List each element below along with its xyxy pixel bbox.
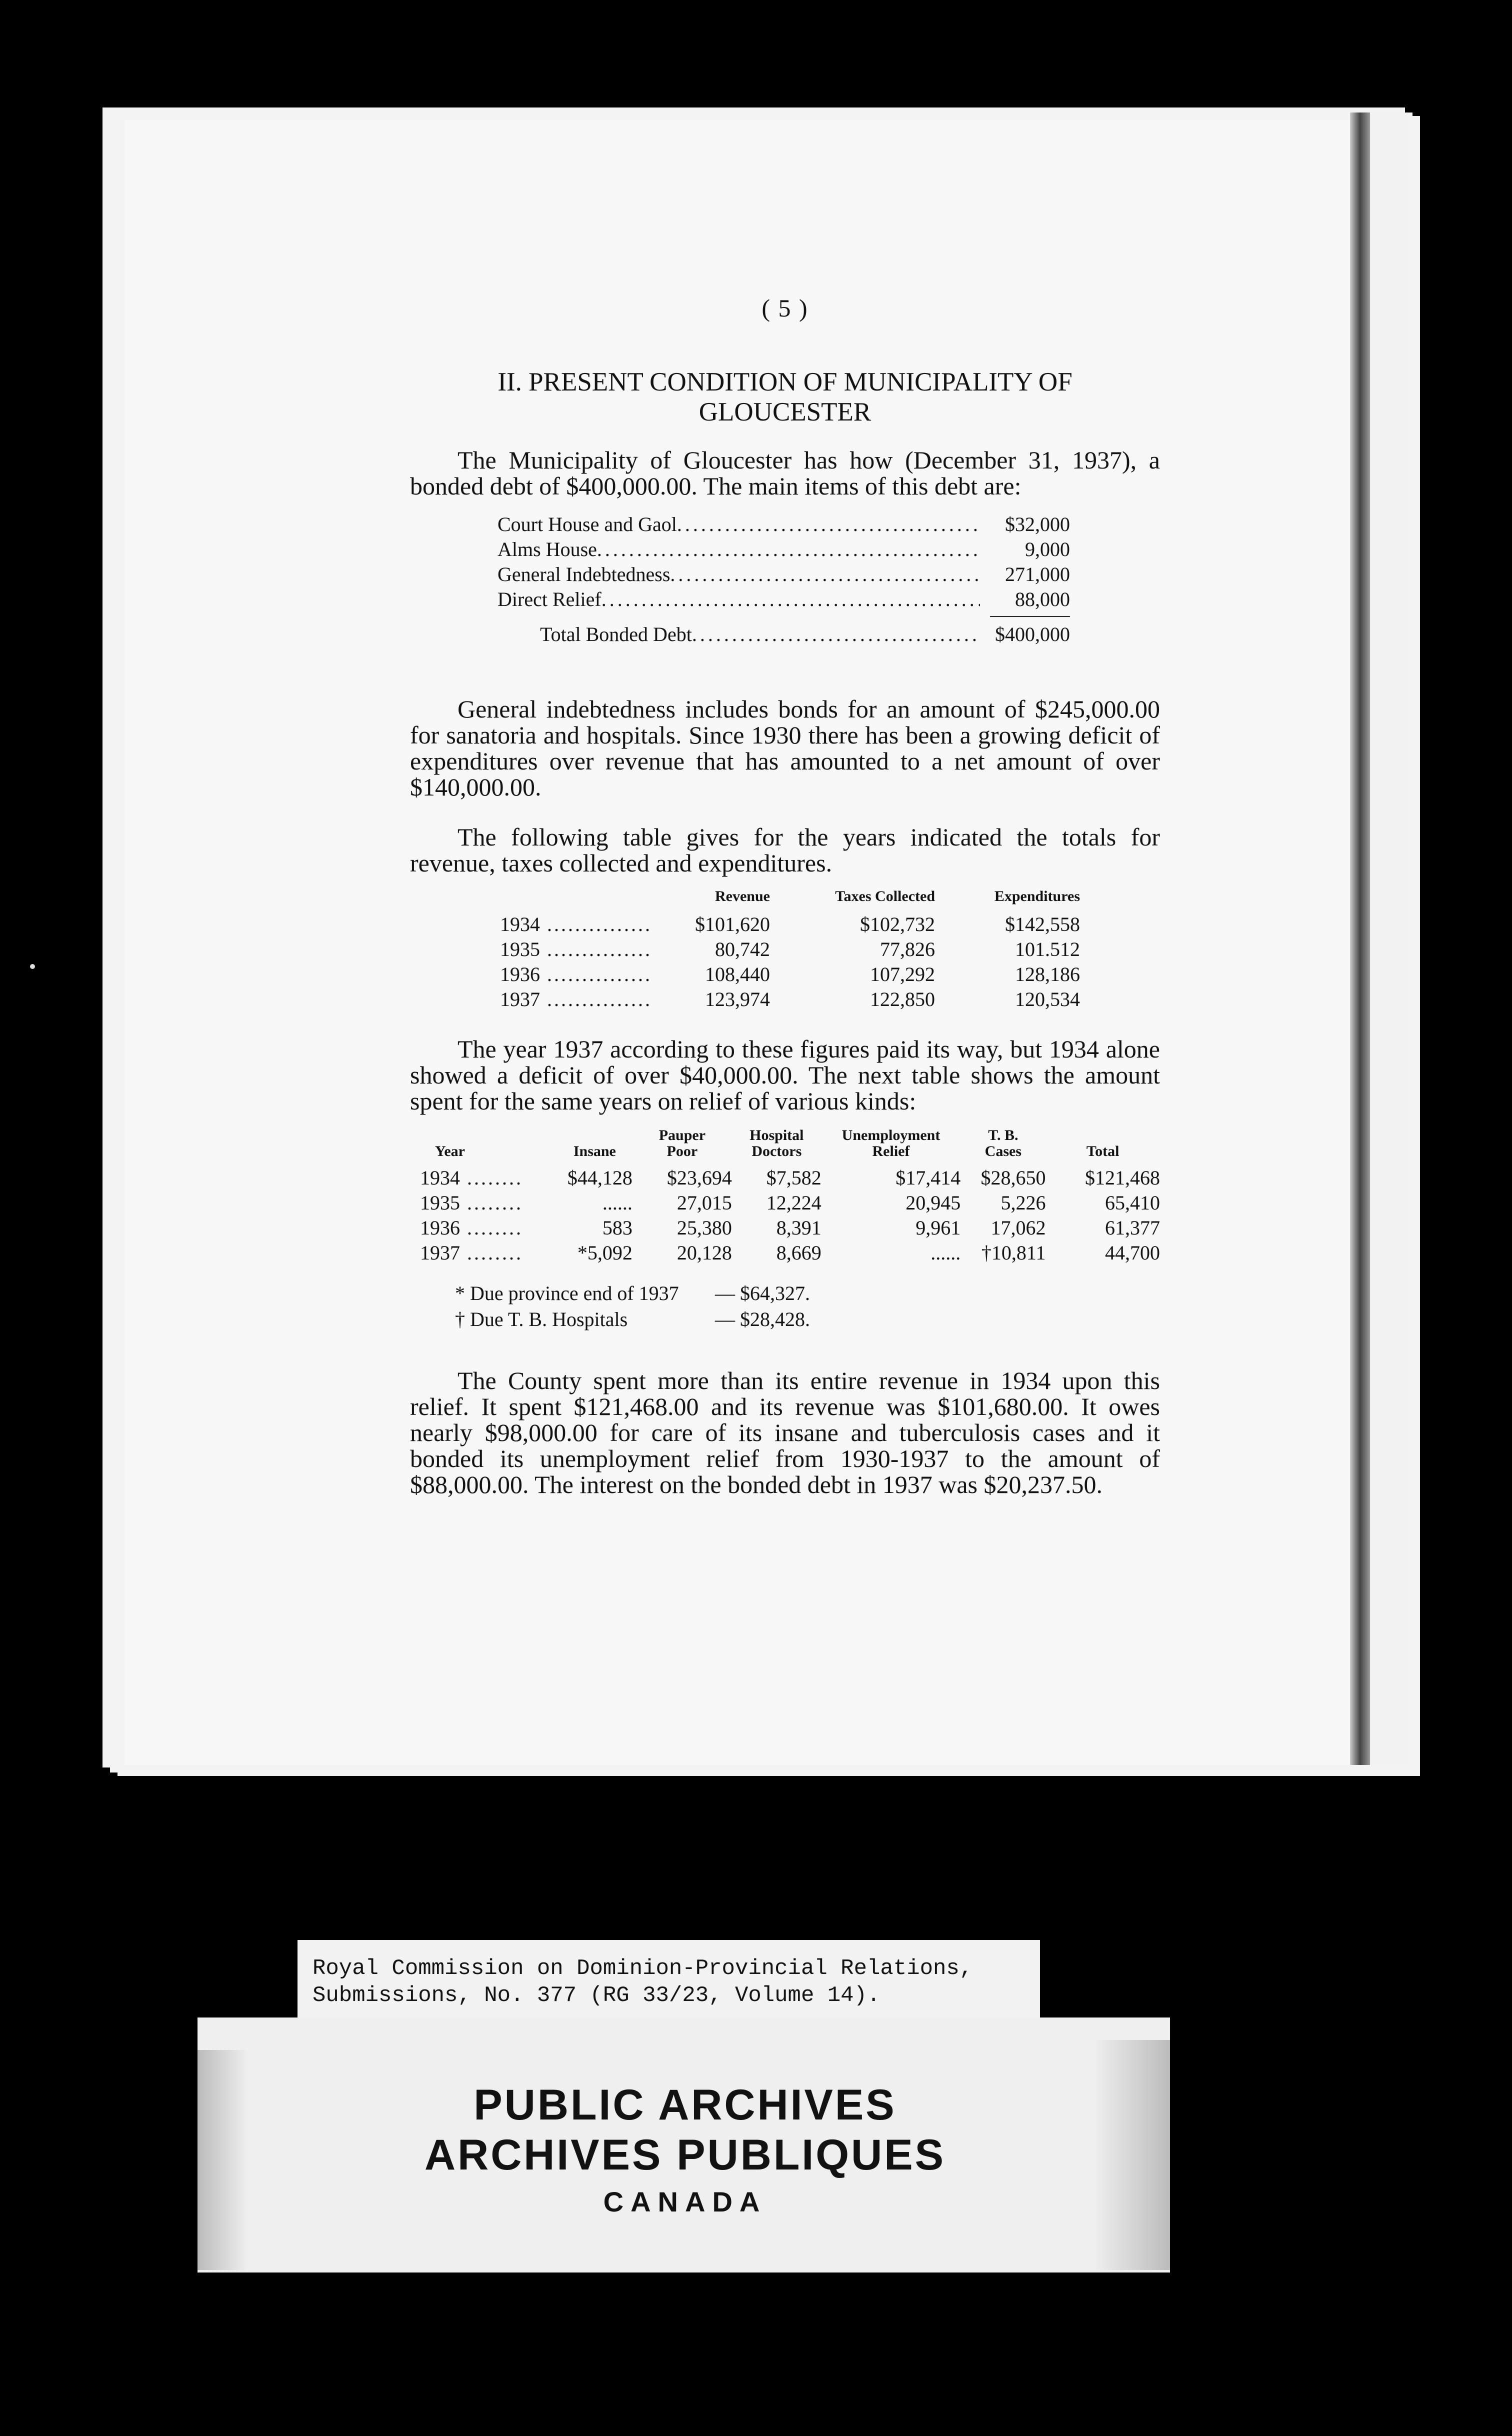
debt-item-amount: 9,000 (1025, 538, 1070, 560)
debt-item-label: General Indebtedness (498, 563, 670, 586)
leader-dots (670, 562, 980, 587)
table-cell: ...... (930, 1242, 961, 1264)
leader-dots (540, 963, 652, 986)
debt-item (498, 562, 1070, 587)
paragraph-relief-intro: The year 1937 according to these figures paid its way, but 1934 alone showed a deficit of over $40,000.00. The next table shows the amount spent for the same years on relief of various kinds: (410, 1035, 1160, 1115)
leader-dots (602, 587, 980, 612)
table-cell-year (420, 1216, 557, 1240)
leader-dots (460, 1192, 523, 1214)
section-heading-line2: GLOUCESTER (698, 398, 872, 426)
leader-dots (540, 938, 652, 960)
table-cell: ...... (602, 1192, 632, 1214)
footnote (455, 1280, 1160, 1306)
table-header-cell (420, 1127, 557, 1166)
table-cell: 101.512 (1015, 938, 1080, 960)
table-cell: 44,700 (1105, 1242, 1160, 1264)
paragraph-indebtedness: General indebtedness includes bonds for an amount of $245,000.00 for sanatoria and hospitals. Since 1930 there has been a growing deficit of expenditures over revenue that has amounted to a net amount of over $140,000.00. (410, 695, 1160, 801)
table-cell-year (500, 937, 685, 962)
table-row (500, 912, 1080, 937)
archive-reference-line2: Submissions, No. 377 (RG 33/23, Volume 14). (312, 1983, 880, 2008)
header-line: T. B. (988, 1127, 1018, 1144)
table-header-cell (500, 884, 685, 912)
table-cell: 107,292 (870, 963, 935, 986)
year-value: 1935 (500, 938, 540, 960)
table-cell: $142,558 (1005, 913, 1080, 936)
table-cell: 120,534 (1015, 988, 1080, 1010)
stamp-shadow (1095, 2040, 1170, 2270)
debt-item-amount: 271,000 (1005, 563, 1070, 586)
table-header-cell: Revenue (715, 888, 770, 904)
revenue-table (500, 884, 1080, 1012)
table-row (500, 962, 1080, 987)
stamp-line-english: PUBLIC ARCHIVES (474, 2081, 896, 2129)
header-line: Cases (984, 1143, 1022, 1160)
footnote (455, 1306, 1160, 1332)
debt-items-list (498, 512, 1070, 647)
table-cell: 5,226 (1000, 1192, 1046, 1214)
table-header-row (420, 1127, 1160, 1166)
year-value: 1936 (420, 1216, 460, 1239)
table-row (500, 987, 1080, 1012)
section-heading (410, 367, 1160, 427)
header-line: Hospital (750, 1127, 804, 1144)
table-cell-year (500, 912, 685, 937)
table-cell: 77,826 (880, 938, 935, 960)
table-cell-year (420, 1166, 557, 1190)
table-row (420, 1166, 1160, 1190)
leader-dots (692, 622, 980, 647)
scan-speck (30, 964, 35, 969)
table-cell: $121,468 (1085, 1166, 1160, 1189)
debt-item-label: Alms House (498, 538, 597, 560)
year-value: 1934 (500, 913, 540, 936)
table-cell-year (500, 987, 685, 1012)
stamp-line-country: CANADA (603, 2186, 767, 2218)
table-row (500, 937, 1080, 962)
stamp-shadow (198, 2050, 248, 2270)
leader-dots (460, 1166, 523, 1189)
section-heading-line1: II. PRESENT CONDITION OF MUNICIPALITY OF (498, 368, 1072, 396)
debt-total (540, 622, 1070, 647)
table-header-cell (1046, 1127, 1160, 1166)
table-row (420, 1216, 1160, 1240)
paragraph-county-summary: The County spent more than its entire revenue in 1934 upon this relief. It spent $121,468.00 and its revenue was $101,680.00. It owes nearly $98,000.00 for care of its insane and tuberculosis cases and it bonded its unemployment relief from 1930-1937 to the amount of $88,000.00. The interest on the bonded debt in 1937 was $20,237.50. (410, 1366, 1160, 1498)
debt-item-label: Direct Relief (498, 588, 602, 610)
paragraph-debt-intro: The Municipality of Gloucester has how (December 31, 1937), a bonded debt of $400,000.00. The main items of this debt are: (410, 446, 1160, 500)
debt-item (498, 587, 1070, 612)
binding-edge (1370, 112, 1408, 1765)
leader-dots (597, 537, 980, 562)
table-cell: 20,945 (906, 1192, 961, 1214)
table-row (420, 1240, 1160, 1266)
table-cell: $17,414 (896, 1166, 961, 1189)
table-cell: 9,961 (916, 1216, 961, 1239)
table-cell: 25,380 (676, 1216, 732, 1239)
table-cell: 17,062 (990, 1216, 1046, 1239)
page-number: ( 5 ) (762, 294, 808, 322)
table-cell: †10,811 (981, 1242, 1046, 1264)
header-line: Total (1086, 1143, 1120, 1160)
footnote-value: — $64,327. (715, 1282, 810, 1304)
footnote-value: — $28,428. (715, 1308, 810, 1330)
stamp-line-french: ARCHIVES PUBLIQUES (424, 2131, 946, 2179)
debt-item-amount: $32,000 (1005, 513, 1070, 536)
archives-stamp-text (350, 2080, 1020, 2222)
header-line: Insane (573, 1143, 616, 1160)
leader-dots (540, 913, 652, 936)
table-cell: 8,669 (776, 1242, 822, 1264)
debt-item-label: Court House and Gaol (498, 513, 677, 536)
header-line: Pauper (658, 1127, 706, 1144)
table-cell-year (420, 1240, 557, 1266)
total-rule (990, 616, 1070, 617)
table-header-cell (960, 1127, 1046, 1166)
table-cell: 20,128 (676, 1242, 732, 1264)
header-line: Doctors (752, 1143, 802, 1160)
debt-total-label: Total Bonded Debt (540, 623, 692, 646)
table-header-cell (822, 1127, 960, 1166)
paragraph-table-intro: The following table gives for the years indicated the totals for revenue, taxes collected and expenditures. (410, 823, 1160, 877)
table-cell: $28,650 (980, 1166, 1046, 1189)
header-line: Year (435, 1143, 465, 1160)
debt-item-amount: 88,000 (1015, 588, 1070, 610)
archive-reference-label (298, 1940, 1040, 2028)
table-cell: $44,128 (567, 1166, 632, 1189)
table-cell-year (500, 962, 685, 987)
table-cell: *5,092 (577, 1242, 632, 1264)
table-cell: 128,186 (1015, 963, 1080, 986)
table-cell: 108,440 (705, 963, 770, 986)
year-value: 1934 (420, 1166, 460, 1189)
table-header-cell (632, 1127, 732, 1166)
table-cell: $101,620 (695, 913, 770, 936)
binding-spine (1350, 112, 1370, 1765)
table-cell: 8,391 (776, 1216, 822, 1239)
table-cell: $7,582 (766, 1166, 822, 1189)
header-line: Poor (666, 1143, 698, 1160)
year-value: 1936 (500, 963, 540, 986)
header-line: Unemployment (842, 1127, 940, 1144)
table-cell: 123,974 (705, 988, 770, 1010)
table-cell: $23,694 (666, 1166, 732, 1189)
table-cell: 27,015 (676, 1192, 732, 1214)
footnote-label: * Due province end of 1937 (455, 1282, 679, 1304)
table-cell: 61,377 (1105, 1216, 1160, 1239)
archive-reference-line1: Royal Commission on Dominion-Provincial Relations, (312, 1956, 973, 1981)
page-content (410, 295, 1160, 1498)
table-cell: 583 (602, 1216, 632, 1239)
leader-dots (677, 512, 980, 537)
leader-dots (540, 988, 652, 1010)
header-line: Relief (872, 1143, 910, 1160)
leader-dots (460, 1242, 523, 1264)
table-cell: 65,410 (1105, 1192, 1160, 1214)
debt-item (498, 512, 1070, 537)
table-header-cell: Expenditures (994, 888, 1080, 904)
table-header-cell (557, 1127, 632, 1166)
relief-table (420, 1127, 1160, 1266)
table-header-row (500, 884, 1080, 912)
table-cell: $102,732 (860, 913, 935, 936)
table-cell: 122,850 (870, 988, 935, 1010)
year-value: 1937 (500, 988, 540, 1010)
year-value: 1935 (420, 1192, 460, 1214)
table-cell: 12,224 (766, 1192, 822, 1214)
debt-total-amount: $400,000 (995, 623, 1070, 646)
table-header-cell: Taxes Collected (835, 888, 935, 904)
leader-dots (460, 1216, 523, 1239)
debt-item (498, 537, 1070, 562)
table-cell-year (420, 1190, 557, 1216)
table-header-cell (732, 1127, 822, 1166)
table-cell: 80,742 (715, 938, 770, 960)
table-row (420, 1190, 1160, 1216)
footnote-label: † Due T. B. Hospitals (455, 1308, 628, 1330)
footnotes (455, 1280, 1160, 1332)
year-value: 1937 (420, 1242, 460, 1264)
